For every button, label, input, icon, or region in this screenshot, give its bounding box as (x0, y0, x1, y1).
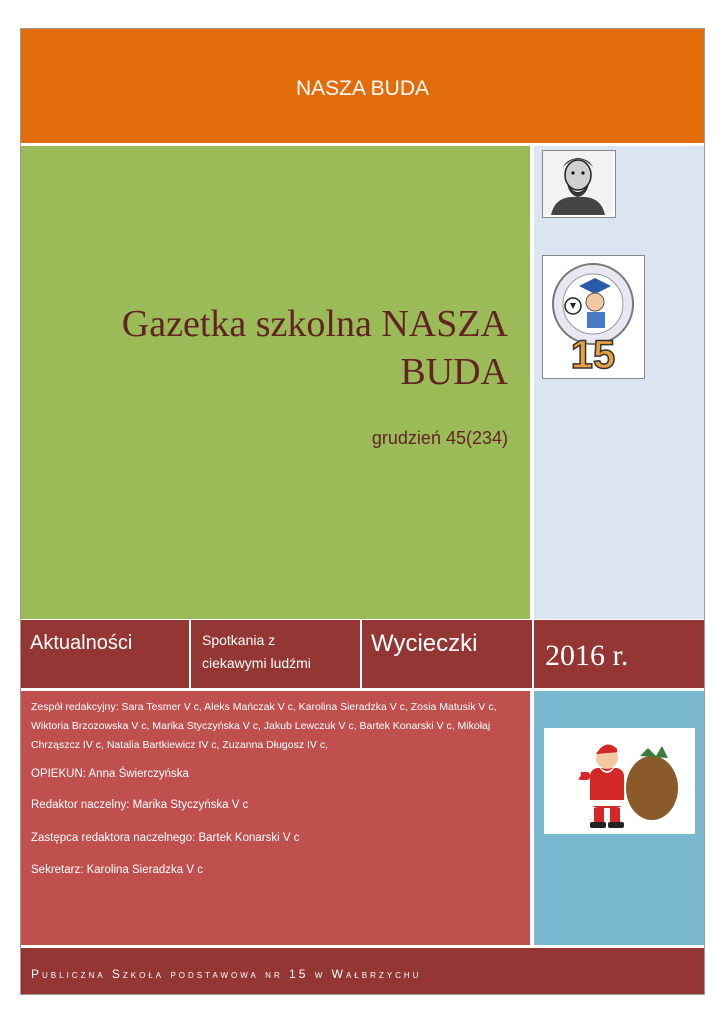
svg-text:15: 15 (570, 333, 616, 376)
year-cell (534, 620, 704, 688)
section-trips-label: Wycieczki (371, 630, 478, 657)
footer-banner (21, 946, 704, 994)
year-label: 2016 r. (545, 639, 629, 672)
header-banner (21, 29, 704, 145)
side-panel (534, 146, 704, 619)
section-news[interactable] (21, 620, 191, 688)
editor-in-chief: Redaktor naczelny: Marika Styczyńska V c (31, 799, 249, 811)
section-trips[interactable] (362, 620, 534, 688)
school-name: Publiczna Szkoła podstawowa nr 15 w Wałbrzychu (31, 967, 422, 981)
sections-row (21, 620, 704, 688)
cover-title: Gazetka szkolna NASZA BUDA (121, 303, 508, 393)
portrait-icon (543, 151, 613, 215)
cover-panel (21, 146, 532, 619)
editorial-team (21, 689, 532, 945)
issue-number: grudzień 45(234) (371, 428, 508, 448)
team-members: Zespół redakcyjny: Sara Tesmer V c, Aleks Mańczak V c, Karolina Sieradzka V c, Zosia Matusik V c, Wiktoria Brzozowska V c, Marika Styczyńska V c, Jakub Lewczuk V c, Bartek Konarski V c, Mikołaj Chrząszcz IV c, Natalia Bartkiewicz IV c, Zuzanna Długosz IV c, (31, 701, 497, 751)
secretary: Sekretarz: Karolina Sieradzka V c (31, 864, 203, 876)
section-news-label: Aktualności (30, 632, 133, 654)
school-logo (542, 255, 645, 379)
christmas-panel (534, 689, 704, 945)
portrait-image (542, 150, 616, 218)
header-title: NASZA BUDA (295, 77, 430, 100)
santa-icon (544, 728, 695, 834)
school-logo-icon (543, 256, 642, 376)
santa-image (544, 728, 695, 834)
guardian: OPIEKUN: Anna Świerczyńska (31, 768, 189, 780)
section-meetings[interactable] (191, 620, 362, 688)
section-meetings-label: Spotkania z ciekawymi ludźmi (202, 632, 311, 671)
deputy-editor: Zastępca redaktora naczelnego: Bartek Konarski V c (31, 832, 300, 844)
